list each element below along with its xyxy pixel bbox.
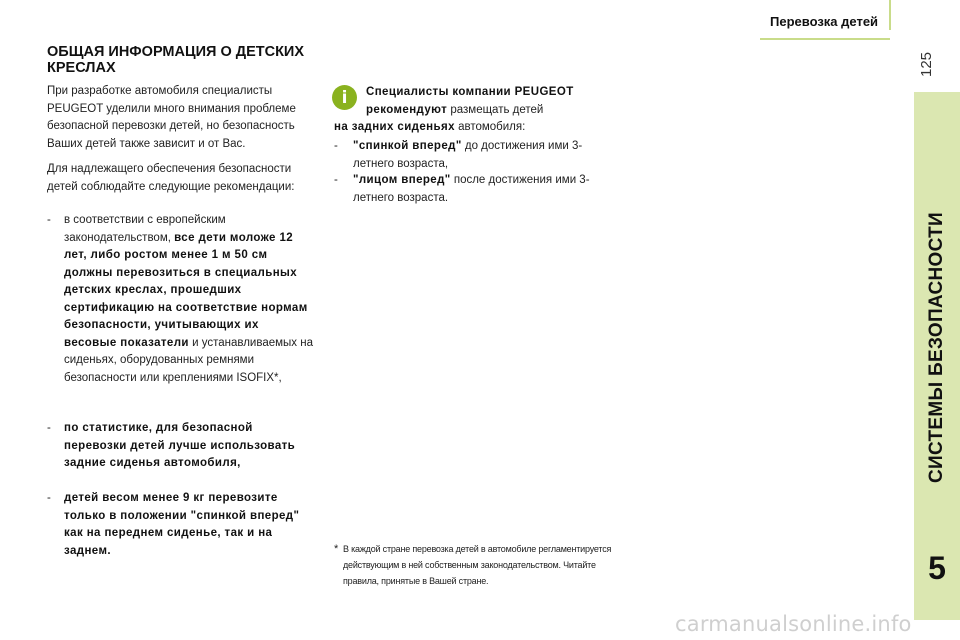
list-dash: - bbox=[334, 140, 338, 152]
watermark: carmanualsonline.info bbox=[675, 612, 912, 636]
list-item-bold: "лицом вперед" bbox=[353, 174, 451, 186]
header-divider-vertical bbox=[889, 0, 891, 30]
list-item-bold: детей весом менее 9 кг перевозите только в положении "спинкой вперед" как на переднем сиденье, так и на заднем. bbox=[64, 492, 300, 557]
list-item-bold: по статистике, для безопасной перевозки детей лучше использовать задние сиденья автомобиля, bbox=[64, 422, 296, 469]
chapter-tab-label: СИСТЕМЫ БЕЗОПАСНОСТИ bbox=[926, 211, 947, 483]
footnote-text: В каждой стране перевозка детей в автомобиле регламентируется действующим в ней собственным законодательством. Читайте правила, принятые в Вашей стране. bbox=[343, 544, 612, 586]
info-bold: на задних сиденьях bbox=[334, 121, 455, 133]
list-dash: - bbox=[334, 174, 338, 186]
info-bold: Специалисты компании PEUGEOT рекомендуют bbox=[366, 86, 574, 116]
list-dash: - bbox=[47, 214, 51, 226]
list-item-bold: "спинкой вперед" bbox=[353, 140, 462, 152]
list-item-tail: и устанавливаемых на сиденьях, оборудованных ремнями безопасности или креплениями ISOFIX*, bbox=[64, 336, 313, 384]
chapter-side-tab bbox=[914, 92, 960, 620]
list-dash: - bbox=[47, 492, 51, 504]
chapter-number: 5 bbox=[928, 550, 946, 586]
list-item-bold: все дети моложе 12 лет, либо ростом менее 1 м 50 см должны перевозиться в специальных детских креслах, прошедших сертификацию на соответствие нормам безопасности, учитывающих их весовые показатели bbox=[64, 231, 308, 349]
info-icon: i bbox=[332, 85, 357, 110]
list-item-text bbox=[64, 420, 314, 473]
list-item-text bbox=[353, 172, 613, 207]
list-item-text bbox=[353, 138, 613, 173]
page-number: 125 bbox=[918, 51, 935, 77]
header-title: Перевозка детей bbox=[770, 14, 879, 29]
list-item-text bbox=[64, 490, 314, 560]
info-heading bbox=[366, 84, 616, 119]
list-item-normal: после достижения ими 3-летнего возраста. bbox=[353, 174, 590, 204]
header-divider bbox=[760, 38, 890, 40]
info-normal: автомобиля: bbox=[454, 121, 526, 133]
footnote-marker: * bbox=[334, 543, 339, 555]
intro-paragraph: При разработке автомобиля специалисты PEUGEOT уделили много внимания проблеме безопасной перевозки детей, но безопасность Ваших детей также зависит и от Вас. bbox=[47, 85, 296, 150]
list-dash: - bbox=[47, 422, 51, 434]
recommendations-intro: Для надлежащего обеспечения безопасности детей соблюдайте следующие рекомендации: bbox=[47, 163, 295, 193]
section-title: ОБЩАЯ ИНФОРМАЦИЯ О ДЕТСКИХ КРЕСЛАХ bbox=[47, 44, 305, 76]
list-item-text bbox=[64, 212, 314, 387]
info-normal: размещать детей bbox=[447, 103, 544, 116]
list-item-normal: в соответствии с европейским законодательством, bbox=[64, 214, 226, 244]
info-continuation bbox=[334, 119, 614, 137]
list-item-normal: до достижения ими 3-летнего возраста, bbox=[353, 140, 583, 170]
